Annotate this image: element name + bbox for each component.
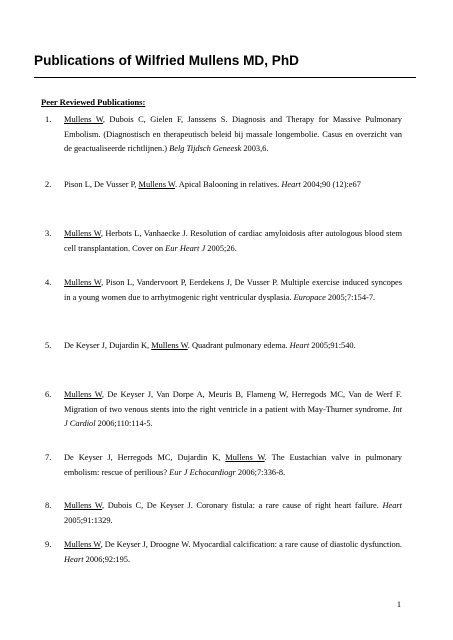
section-heading: Peer Reviewed Publications:: [41, 97, 146, 107]
journal-name: Heart: [64, 554, 84, 564]
page-number: 1: [396, 600, 401, 609]
publication-item: [45, 276, 402, 305]
journal-name: Int J Cardiol: [64, 404, 402, 428]
journal-name: Eur J Echocardiogr: [169, 467, 236, 477]
journal-name: Heart: [382, 501, 402, 510]
publication-text: Mullens W, Dubois C, De Keyser J. Coronary fistula: a rare cause of right heart failure. Heart 2005;91:1329.: [64, 501, 402, 525]
publication-text: De Keyser J, Dujardin K, Mullens W. Quadrant pulmonary edema. Heart 2005;91:540.: [64, 341, 356, 350]
publication-item: [45, 178, 402, 193]
journal-name: Heart: [289, 341, 310, 350]
publication-number: 4.: [45, 278, 52, 287]
publication-text: De Keyser J, Herregods MC, Dujardin K, Mullens W. The Eustachian valve in pulmonary embolism: rescue of perilious? Eur J Echocardiogr 2006;7:336-8.: [64, 453, 402, 477]
publication-number: 7.: [45, 453, 52, 462]
title-divider: [34, 77, 416, 78]
highlighted-author: Mullens W: [64, 540, 101, 549]
publication-item: [45, 227, 402, 256]
publication-text: Pison L, De Vusser P, Mullens W. Apical Balooning in relatives. Heart 2004;90 (12):e67: [64, 180, 361, 189]
journal-name: Belg Tijdsch Geneesk: [169, 144, 242, 153]
highlighted-author: Mullens W: [138, 180, 176, 189]
highlighted-author: Mullens W: [64, 115, 103, 124]
publication-number: 2.: [45, 180, 52, 189]
publication-number: 6.: [45, 390, 52, 399]
publication-item: [45, 113, 402, 157]
highlighted-author: Mullens W: [64, 390, 102, 399]
publication-item: [45, 499, 402, 528]
publication-number: 5.: [45, 341, 52, 350]
highlighted-author: Mullens W: [64, 229, 101, 238]
publication-text: Mullens W, De Keyser J, Droogne W. Myocardial calcification: a rare cause of diastolic dysfunction. Heart 2006;92:195.: [64, 540, 403, 564]
page-title: Publications of Wilfried Mullens MD, PhD: [34, 53, 299, 68]
publication-text: Mullens W, Dubois C, Gielen F, Janssens S. Diagnosis and Therapy for Massive Pulmonary Embolism. (Diagnostisch en therapeutisch beleid bij massale longembolie. Casus en overzicht van de geactualiseerde richtlijnen.) Belg Tijdsch Geneesk 2003,6.: [64, 115, 402, 153]
highlighted-author: Mullens W: [151, 341, 188, 350]
publication-item: [45, 388, 402, 432]
highlighted-author: Mullens W: [225, 453, 265, 462]
journal-name: Heart: [281, 180, 301, 189]
highlighted-author: Mullens W: [64, 278, 102, 287]
journal-name: Eur Heart J: [165, 243, 206, 253]
publication-item: [45, 451, 402, 480]
highlighted-author: Mullens W: [64, 501, 103, 510]
publication-item: [45, 339, 402, 354]
publication-item: [45, 538, 402, 567]
publication-text: Mullens W, Pison L, Vandervoort P, Eerdekens J, De Vusser P. Multiple exercise induced syncopes in a young women due to arrhytmogenic right ventricular dysplasia. Europace 2005;7:154-7.: [64, 278, 402, 302]
publication-text: Mullens W, De Keyser J, Van Dorpe A, Meuris B, Flameng W, Herregods MC, Van de Werf F. Migration of two venous stents into the right ventricle in a patient with May-Thurner syndrome. Int J Cardiol 2006;110:114-5.: [64, 390, 402, 428]
publication-number: 3.: [45, 229, 52, 238]
publication-number: 1.: [45, 115, 52, 124]
publication-number: 8.: [45, 501, 52, 510]
journal-name: Europace: [293, 292, 326, 302]
publication-text: Mullens W, Herbots L, Vanhaecke J. Resolution of cardiac amyloidosis after autologous blood stem cell transplantation. Cover on Eur Heart J 2005;26.: [64, 229, 402, 253]
publication-number: 9.: [45, 540, 52, 549]
